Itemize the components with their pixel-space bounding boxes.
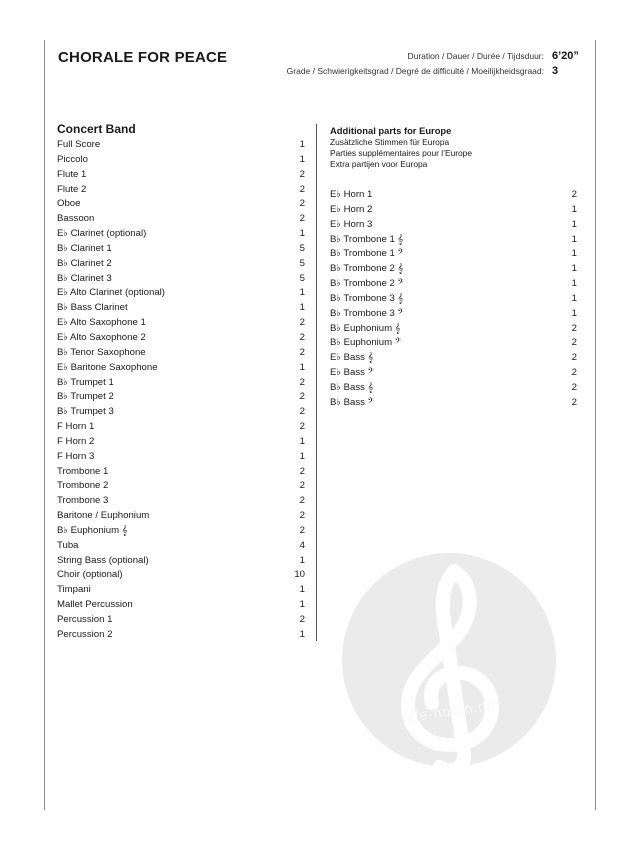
part-row: [57, 183, 305, 198]
part-name: E♭ Clarinet (optional): [57, 228, 147, 240]
part-row: [57, 539, 305, 554]
part-row: [57, 450, 305, 465]
europe-parts-list: [330, 188, 577, 411]
part-name: Timpani: [57, 584, 91, 596]
part-count: 2: [299, 465, 305, 477]
part-row: [57, 568, 305, 583]
part-count: 2: [299, 524, 305, 536]
part-row: [330, 322, 577, 337]
part-row: [330, 203, 577, 218]
part-count: 2: [299, 198, 305, 210]
part-name: Baritone / Euphonium: [57, 510, 150, 522]
part-name: String Bass (optional): [57, 554, 149, 566]
part-count: 2: [299, 331, 305, 343]
watermark: [342, 553, 556, 767]
grade-value: 3: [552, 65, 559, 77]
part-name: B♭ Clarinet 1: [57, 242, 112, 254]
part-name: B♭ Trombone 1 𝄞: [330, 233, 404, 245]
part-row: [57, 257, 305, 272]
duration-line: [407, 50, 582, 62]
part-row: [330, 307, 577, 322]
part-count: 2: [299, 614, 305, 625]
part-name: F Horn 1: [57, 421, 95, 433]
part-row: [57, 168, 305, 183]
part-count: 2: [299, 510, 305, 522]
part-row: [57, 509, 305, 524]
part-name: Tuba: [57, 539, 79, 551]
part-row: [330, 247, 577, 262]
part-count: 1: [571, 218, 577, 230]
part-name: Piccolo: [57, 153, 88, 165]
part-row: [330, 396, 577, 411]
part-name: B♭ Bass 𝄞: [330, 381, 374, 393]
column-divider: [316, 124, 317, 641]
part-name: Bassoon: [57, 213, 95, 225]
part-row: [57, 227, 305, 242]
part-count: 1: [571, 203, 577, 215]
part-count: 1: [571, 248, 577, 260]
part-count: 2: [299, 406, 305, 418]
part-count: 1: [299, 228, 305, 240]
part-row: [330, 366, 577, 381]
part-count: 5: [299, 272, 305, 284]
part-name: B♭ Trombone 1 𝄢: [330, 248, 404, 260]
part-count: 2: [299, 495, 305, 507]
part-row: [330, 277, 577, 292]
concert-band-parts-list: [57, 138, 305, 643]
part-count: 2: [571, 337, 577, 349]
part-count: 2: [299, 480, 305, 492]
part-name: B♭ Trombone 3 𝄢: [330, 307, 404, 319]
part-name: Trombone 1: [57, 465, 109, 477]
part-name: B♭ Trombone 2 𝄞: [330, 263, 404, 275]
part-name: F Horn 2: [57, 435, 95, 447]
part-row: [330, 351, 577, 366]
part-row: [57, 613, 305, 628]
part-count: 1: [571, 233, 577, 245]
part-count: 1: [571, 278, 577, 290]
part-name: B♭ Trumpet 3: [57, 406, 114, 418]
part-count: 1: [571, 307, 577, 319]
part-count: 2: [299, 213, 305, 225]
part-name: B♭ Clarinet 3: [57, 272, 112, 284]
page-border-left: [44, 40, 45, 810]
part-name: E♭ Alto Saxophone 1: [57, 317, 146, 329]
part-row: [57, 286, 305, 301]
part-count: 2: [299, 168, 305, 180]
part-name: B♭ Tenor Saxophone: [57, 346, 146, 358]
part-count: 2: [571, 381, 577, 393]
part-count: 10: [294, 569, 305, 581]
part-count: 2: [571, 322, 577, 334]
piece-title: CHORALE FOR PEACE: [58, 49, 228, 66]
part-row: [330, 188, 577, 203]
part-count: 2: [299, 317, 305, 329]
part-count: 1: [299, 554, 305, 566]
europe-parts-section: [330, 124, 577, 411]
part-row: [57, 212, 305, 227]
part-row: [57, 197, 305, 212]
part-name: E♭ Horn 2: [330, 203, 373, 215]
part-row: [57, 554, 305, 569]
part-name: E♭ Bass 𝄞: [330, 352, 374, 364]
part-count: 2: [571, 189, 577, 200]
part-name: Percussion 2: [57, 628, 113, 640]
part-count: 2: [299, 183, 305, 195]
part-count: 2: [299, 391, 305, 403]
part-row: [57, 435, 305, 450]
part-count: 1: [571, 292, 577, 304]
part-count: 2: [299, 376, 305, 388]
part-name: E♭ Alto Saxophone 2: [57, 331, 146, 343]
part-name: Trombone 2: [57, 480, 109, 492]
europe-subheading-nl: Extra partijen voor Europa: [330, 159, 428, 169]
part-row: [57, 301, 305, 316]
part-row: [57, 138, 305, 153]
europe-heading: Additional parts for Europe: [330, 125, 452, 136]
part-name: B♭ Bass 𝄢: [330, 396, 374, 408]
part-count: 4: [299, 539, 305, 551]
part-row: [57, 242, 305, 257]
part-name: B♭ Trombone 3 𝄞: [330, 292, 404, 304]
part-count: 5: [299, 242, 305, 254]
part-name: Full Score: [57, 139, 101, 150]
part-name: B♭ Euphonium 𝄞: [330, 322, 401, 334]
duration-label: Duration / Dauer / Durée / Tijdsduur:: [407, 51, 544, 61]
part-name: B♭ Clarinet 2: [57, 257, 112, 269]
part-name: Flute 1: [57, 168, 87, 180]
part-row: [330, 381, 577, 396]
part-name: Mallet Percussion: [57, 599, 133, 611]
part-row: [330, 336, 577, 351]
part-row: [57, 479, 305, 494]
part-name: F Horn 3: [57, 450, 95, 462]
part-row: [57, 153, 305, 168]
part-count: 1: [571, 263, 577, 275]
part-name: E♭ Alto Clarinet (optional): [57, 287, 165, 299]
part-name: Trombone 3: [57, 495, 109, 507]
part-row: [57, 390, 305, 405]
duration-value: 6’20”: [552, 50, 579, 62]
part-count: 1: [299, 599, 305, 611]
part-count: 1: [299, 139, 305, 150]
part-row: [57, 465, 305, 480]
part-count: 2: [299, 421, 305, 433]
part-row: [57, 583, 305, 598]
part-name: E♭ Horn 1: [330, 189, 373, 200]
part-count: 1: [299, 450, 305, 462]
europe-subheading-fr: Parties supplémentaires pour l’Europe: [330, 148, 472, 158]
part-row: [57, 361, 305, 376]
part-row: [57, 420, 305, 435]
part-count: 1: [299, 435, 305, 447]
part-name: Percussion 1: [57, 614, 113, 625]
part-name: E♭ Bass 𝄢: [330, 367, 374, 379]
part-name: B♭ Bass Clarinet: [57, 302, 128, 314]
treble-clef-icon: [342, 553, 556, 767]
grade-label: Grade / Schwierigkeitsgrad / Degré de difficulté / Moeilijkheidsgraad:: [286, 66, 544, 76]
part-row: [330, 292, 577, 307]
part-count: 2: [571, 396, 577, 408]
europe-subheading-de: Zusätzliche Stimmen für Europa: [330, 137, 450, 147]
part-count: 1: [299, 361, 305, 373]
part-row: [330, 233, 577, 248]
part-count: 2: [571, 367, 577, 379]
part-row: [57, 346, 305, 361]
part-name: B♭ Euphonium 𝄢: [330, 337, 401, 349]
part-row: [57, 316, 305, 331]
part-row: [57, 494, 305, 509]
part-row: [330, 262, 577, 277]
part-count: 2: [571, 352, 577, 364]
part-count: 2: [299, 346, 305, 358]
part-row: [57, 272, 305, 287]
part-name: Choir (optional): [57, 569, 123, 581]
part-row: [57, 405, 305, 420]
concert-band-section: [57, 122, 305, 643]
part-row: [57, 376, 305, 391]
part-row: [57, 628, 305, 643]
page-border-right: [595, 40, 596, 810]
part-count: 1: [299, 153, 305, 165]
part-name: E♭ Baritone Saxophone: [57, 361, 158, 373]
part-count: 5: [299, 257, 305, 269]
part-count: 1: [299, 628, 305, 640]
part-name: B♭ Trombone 2 𝄢: [330, 278, 404, 290]
part-name: Oboe: [57, 198, 81, 210]
part-name: B♭ Euphonium 𝄞: [57, 524, 128, 536]
watermark-text: alle-noten.de: [401, 696, 497, 726]
part-row: [330, 218, 577, 233]
grade-line: [287, 65, 582, 77]
part-count: 1: [299, 302, 305, 314]
part-name: E♭ Horn 3: [330, 218, 373, 230]
part-row: [57, 598, 305, 613]
part-row: [57, 331, 305, 346]
part-row: [57, 524, 305, 539]
part-name: Flute 2: [57, 183, 87, 195]
part-count: 1: [299, 287, 305, 299]
concert-band-heading: Concert Band: [57, 122, 136, 136]
part-name: B♭ Trumpet 1: [57, 376, 114, 388]
part-name: B♭ Trumpet 2: [57, 391, 114, 403]
part-count: 1: [299, 584, 305, 596]
